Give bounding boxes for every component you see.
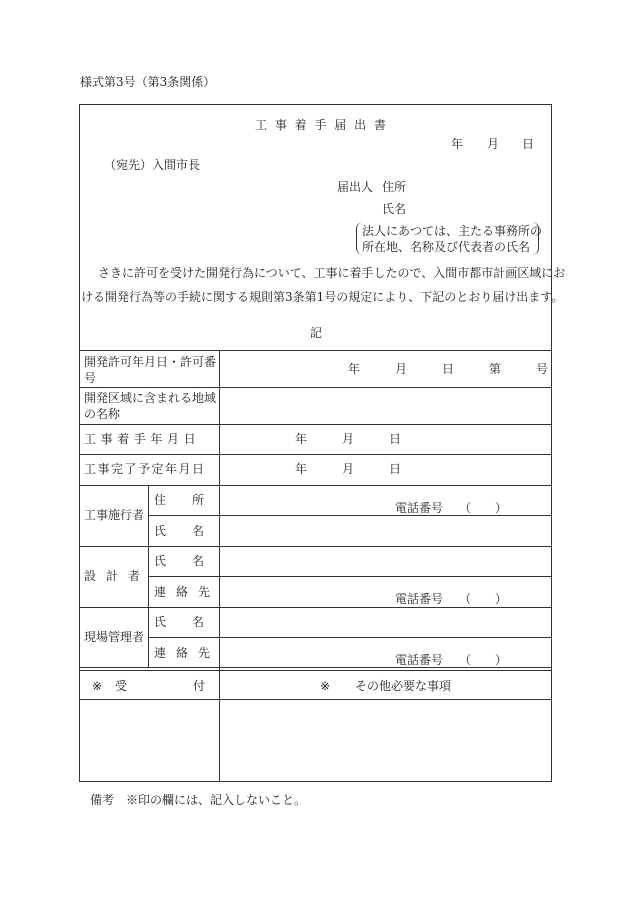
row-divider	[148, 637, 552, 638]
permit-label-line2: 号	[84, 371, 97, 385]
completion-month: 月	[342, 462, 355, 476]
row-divider	[148, 576, 552, 577]
row-divider	[79, 485, 552, 486]
site-manager-label: 現場管理者	[84, 630, 145, 644]
contractor-label: 工事施行者	[84, 508, 145, 522]
contractor-name-label: 氏名	[154, 524, 231, 538]
permit-day: 日	[442, 362, 455, 376]
other-matters-label: その他必要な事項	[355, 679, 452, 693]
applicant-address-label: 住所	[382, 180, 407, 194]
row-divider	[79, 607, 552, 608]
form-number: 様式第3号（第3条関係）	[80, 75, 216, 89]
row-divider	[148, 515, 552, 516]
permit-no-prefix: 第	[489, 362, 502, 376]
start-month: 月	[342, 432, 355, 446]
notice-body-line1: さきに許可を受けた開発行為について、工事に着手したので、入間市都市計画区域にお	[98, 266, 566, 280]
site-manager-phone-label: 電話番号	[395, 653, 444, 667]
row-divider	[79, 350, 552, 351]
completion-day: 日	[389, 462, 402, 476]
designer-name-label: 氏名	[154, 554, 231, 568]
contractor-phone-label: 電話番号	[395, 501, 444, 515]
reception-mark: ※	[92, 679, 103, 693]
designer-contact-label: 連絡先	[154, 585, 221, 599]
contractor-address-label: 住所	[154, 493, 231, 507]
permit-no-suffix: 号	[536, 362, 549, 376]
ki-heading: 記	[310, 326, 323, 340]
row-divider	[79, 670, 552, 671]
completion-date-label: 工事完了予定年月日	[84, 462, 206, 476]
site-manager-name-label: 氏名	[154, 615, 231, 629]
start-year: 年	[295, 432, 308, 446]
row-divider	[79, 699, 552, 700]
applicant-name-label: 氏名	[382, 202, 407, 216]
notice-title: 工 事 着 手 届 出 書	[255, 118, 388, 132]
remark-note: 備考 ※印の欄には、記入しないこと。	[90, 793, 307, 807]
start-day: 日	[389, 432, 402, 446]
row-divider	[79, 546, 552, 547]
addressee: （宛先）入間市長	[104, 158, 201, 172]
row-divider	[79, 667, 552, 668]
corporate-note-line1: 法人にあつては、主たる事務所の	[362, 224, 543, 238]
corporate-note-line2: 所在地、名称及び代表者の氏名	[362, 240, 531, 254]
permit-label-line1: 開発許可年月日・許可番	[84, 355, 217, 369]
permit-month: 月	[395, 362, 408, 376]
notice-body-line2: ける開発行為等の手続に関する規則第3条第1号の規定により、下記のとおり届け出ます。	[81, 290, 564, 304]
row-divider	[79, 424, 552, 425]
row-divider	[79, 387, 552, 388]
completion-year: 年	[295, 462, 308, 476]
applicant-label: 届出人	[337, 180, 374, 194]
date-day: 日	[522, 137, 535, 151]
reception-label: 受付	[115, 679, 272, 693]
start-date-label: 工事着手年月日	[84, 432, 201, 446]
area-name-label-line1: 開発区域に含まれる地域	[84, 391, 217, 405]
designer-phone-parens: （ ）	[459, 592, 508, 606]
site-manager-contact-label: 連絡先	[154, 646, 221, 660]
contractor-phone-parens: （ ）	[459, 501, 508, 515]
permit-year: 年	[348, 362, 361, 376]
designer-label-text: 設計者	[84, 569, 151, 583]
designer-phone-label: 電話番号	[395, 592, 444, 606]
other-mark: ※	[320, 679, 331, 693]
date-year: 年	[451, 137, 464, 151]
row-divider	[79, 454, 552, 455]
designer-label	[84, 569, 151, 583]
site-manager-phone-parens: （ ）	[459, 653, 508, 667]
area-name-label-line2: の名称	[84, 407, 121, 421]
date-month: 月	[487, 137, 500, 151]
